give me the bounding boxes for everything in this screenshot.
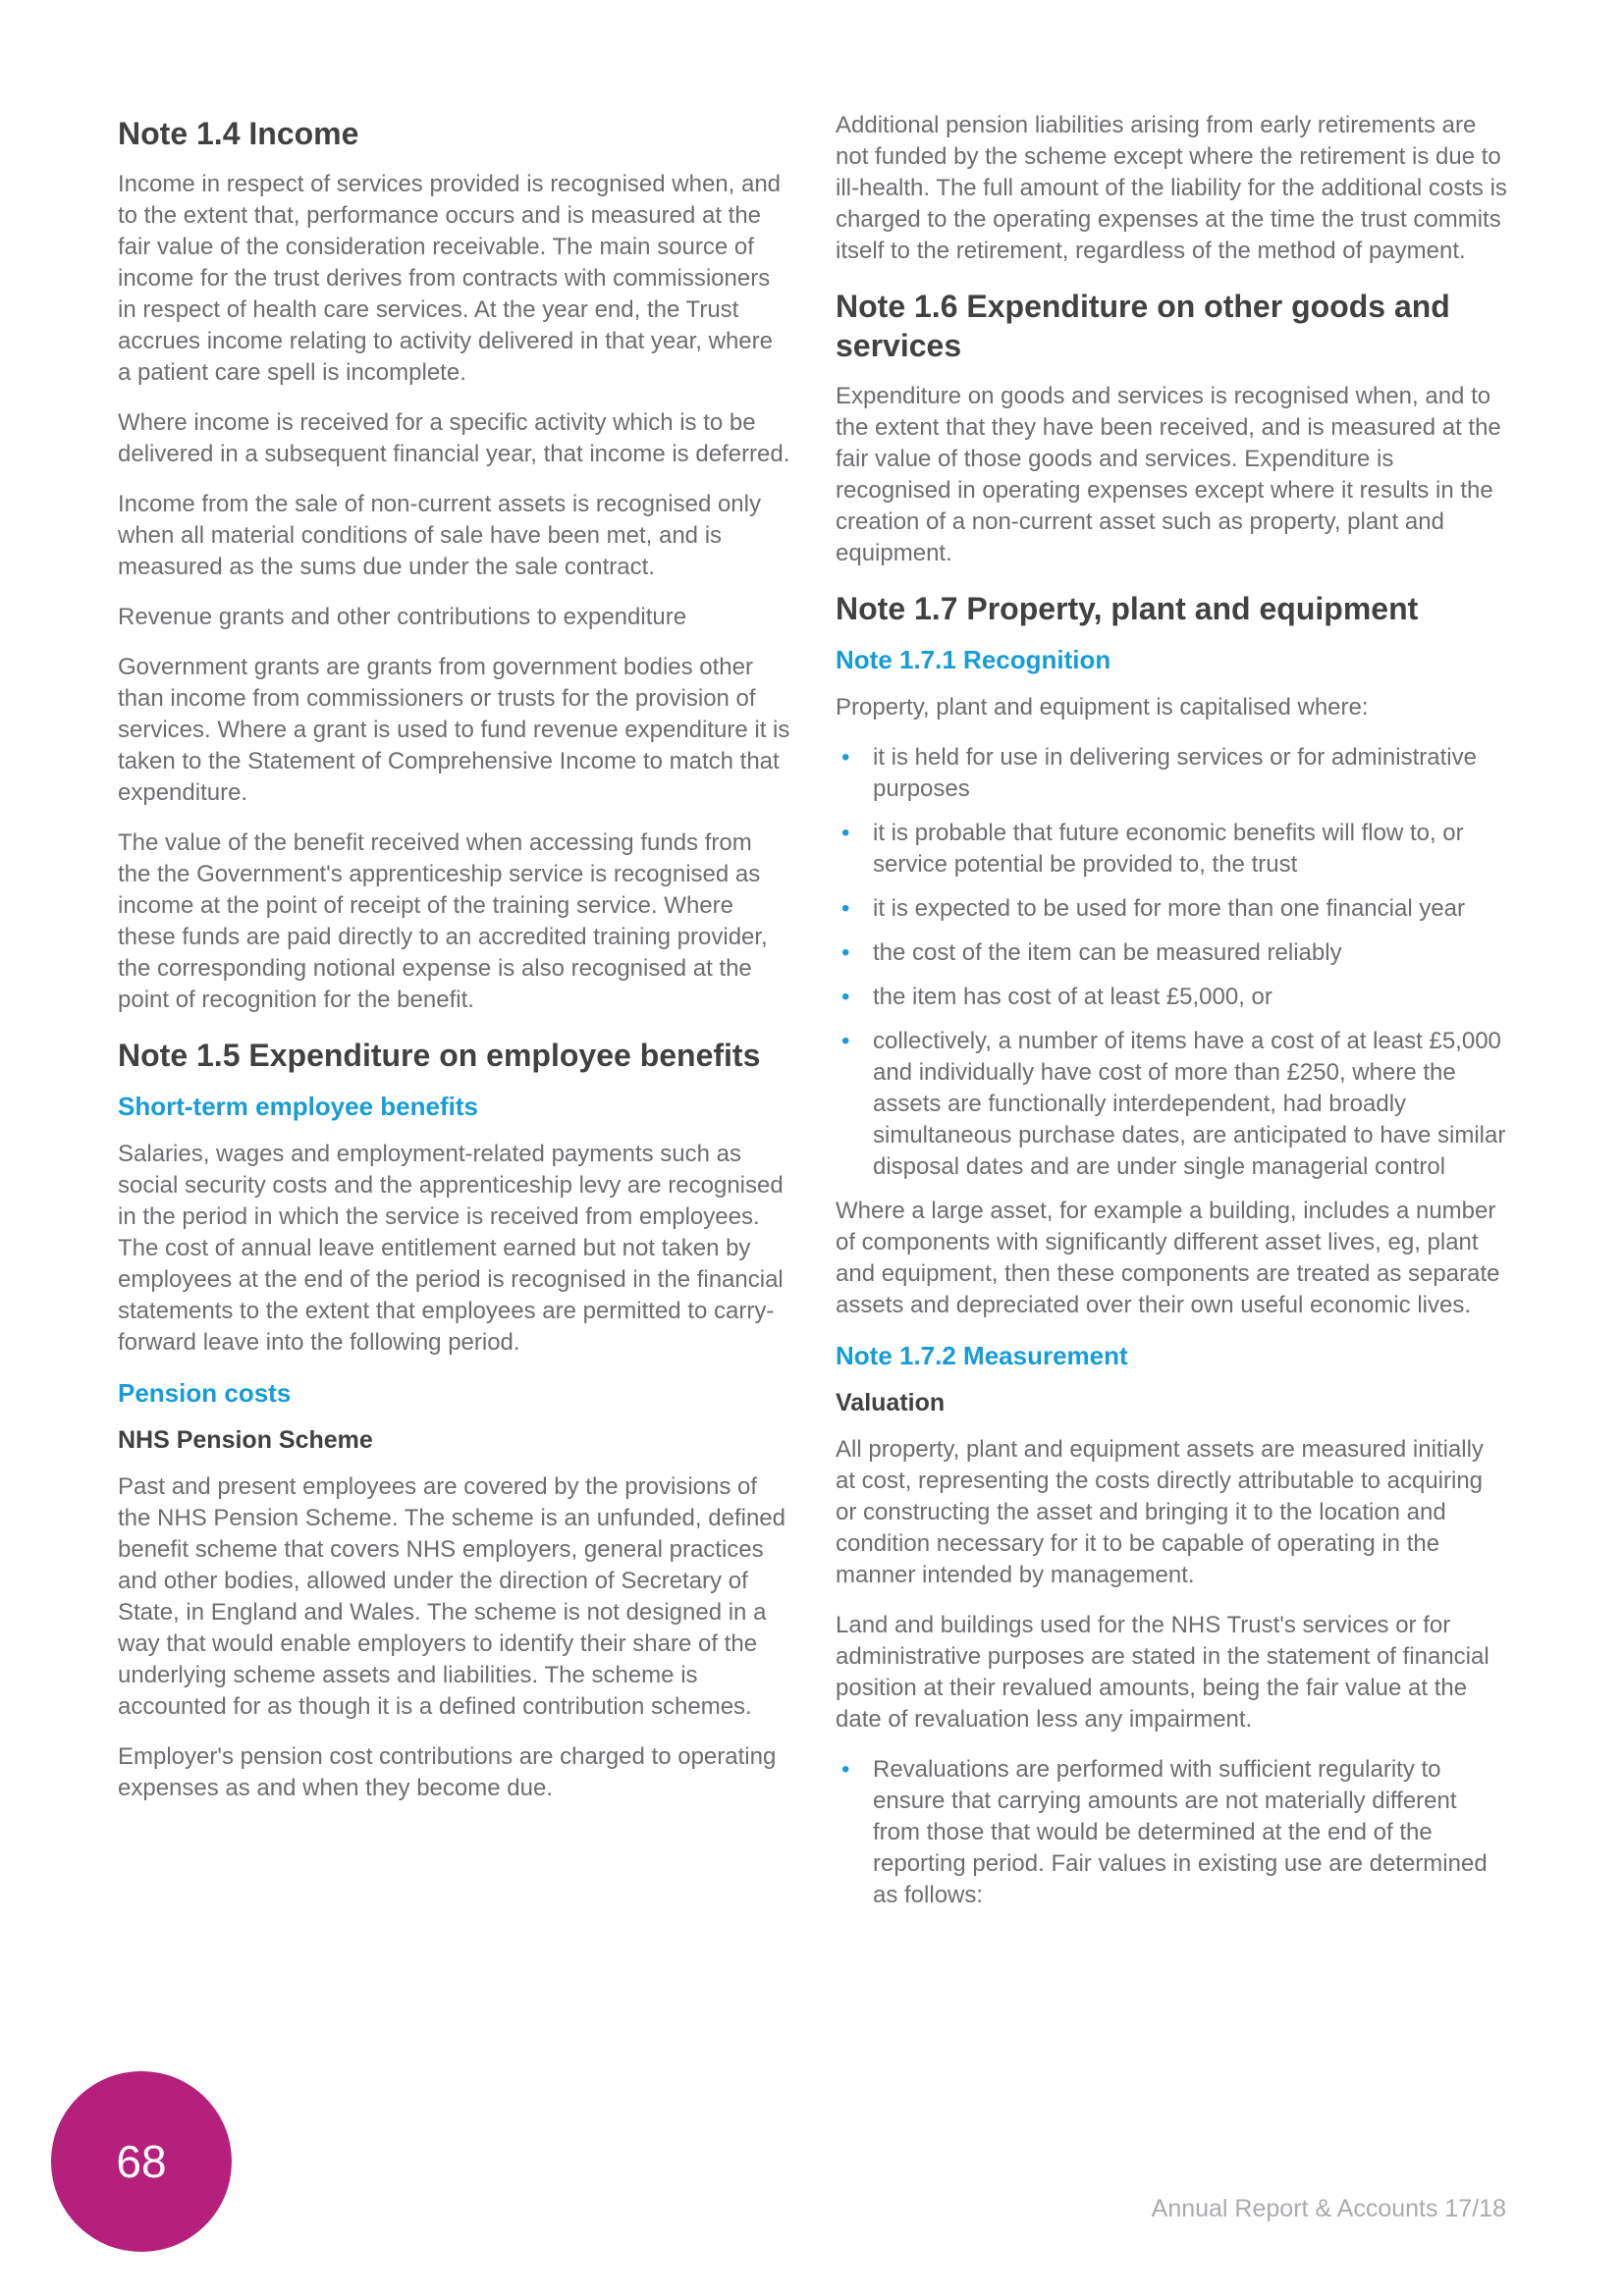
note-1-4-paragraph-1: Income in respect of services provided is recognised when, and to the extent that, performance occurs and is measured at the fair value of the consideration receivable. The main source of income for the trust derives from contracts with commissioners in respect of health care services. At the year end, the Trust accrues income relating to activity delivered in that year, where a patient care spell is incomplete. xyxy=(118,171,782,386)
bullet-text: the cost of the item can be measured reliably xyxy=(873,939,1342,966)
nhs-pension-scheme-subheading: NHS Pension Scheme xyxy=(118,1426,373,1454)
bullet-item xyxy=(836,818,1508,881)
bullet-dot-icon: • xyxy=(841,744,850,771)
note-1-5-heading: Note 1.5 Expenditure on employee benefits xyxy=(118,1038,761,1073)
pension-costs-subheading: Pension costs xyxy=(118,1378,292,1408)
footer-text: Annual Report & Accounts 17/18 xyxy=(1151,2195,1506,2222)
valuation-subheading: Valuation xyxy=(836,1389,946,1416)
bullet-item xyxy=(836,893,1508,925)
bullet-item xyxy=(836,937,1508,969)
bullet-text: the item has cost of at least £5,000, or xyxy=(873,984,1272,1010)
bullet-item xyxy=(836,1026,1508,1183)
note-1-7-2-paragraph-1: All property, plant and equipment assets are measured initially at cost, representing the costs directly attributable to acquiring or constructing the asset and bringing it to the location and condition necessary for it to be capable of operating in the manner intended by management. xyxy=(836,1436,1484,1588)
bullet-text: it is probable that future economic benefits will flow to, or service potential be provided to, the trust xyxy=(873,820,1464,878)
measurement-bullet-list xyxy=(836,1754,1508,1911)
note-1-4-paragraph-5: Government grants are grants from government bodies other than income from commissioners or trusts for the provision of services. Where a grant is used to fund revenue expenditure it is taken to the Statement of Comprehensive Income to match that expenditure. xyxy=(118,654,790,806)
pension-continuation-paragraph: Additional pension liabilities arising from early retirements are not funded by the scheme except where the retirement is due to ill-health. The full amount of the liability for the additional costs is charged to the operating expenses at the time the trust commits itself to the retirement, regardless of the method of payment. xyxy=(836,112,1507,264)
bullet-dot-icon: • xyxy=(841,820,850,846)
bullet-dot-icon: • xyxy=(841,1756,850,1783)
bullet-text: collectively, a number of items have a cost of at least £5,000 and individually have cost of more than £250, where the assets are functionally interdependent, had broadly simultaneous purchase dates, are anticipated to have similar disposal dates and are under single managerial control xyxy=(873,1028,1506,1180)
note-1-5-paragraph-3: Employer's pension cost contributions are charged to operating expenses as and when they become due. xyxy=(118,1743,777,1801)
bullet-dot-icon: • xyxy=(841,1028,850,1054)
recognition-bullet-list xyxy=(836,742,1508,1183)
bullet-item xyxy=(836,742,1508,805)
note-1-5-paragraph-1: Salaries, wages and employment-related payments such as social security costs and the apprenticeship levy are recognised in the period in which the service is received from employees. The cost of annual leave entitlement earned but not taken by employees at the end of the period is recognised in the financial statements to the extent that employees are permitted to carry-forward leave into the following period. xyxy=(118,1141,784,1356)
page-number-badge xyxy=(51,2071,232,2252)
note-1-4-paragraph-6: The value of the benefit received when accessing funds from the the Government's apprenticeship service is recognised as income at the point of receipt of the training service. Where these funds are paid directly to an accredited training provider, the corresponding notional expense is also recognised at the point of recognition for the benefit. xyxy=(118,829,768,1013)
note-1-7-1-paragraph-2: Where a large asset, for example a building, includes a number of components with significantly different asset lives, eg, plant and equipment, then these components are treated as separate assets and depreciated over their own useful economic lives. xyxy=(836,1198,1500,1318)
note-1-7-2-paragraph-2: Land and buildings used for the NHS Trust's services or for administrative purposes are stated in the statement of financial position at their revalued amounts, being the fair value at the date of revaluation less any impairment. xyxy=(836,1612,1489,1733)
note-1-7-heading: Note 1.7 Property, plant and equipment xyxy=(836,591,1419,626)
page-number: 68 xyxy=(116,2136,167,2187)
right-column xyxy=(836,110,1508,1924)
bullet-dot-icon: • xyxy=(841,984,850,1010)
bullet-text: it is expected to be used for more than one financial year xyxy=(873,895,1466,922)
note-1-7-1-paragraph-1: Property, plant and equipment is capitalised where: xyxy=(836,694,1369,721)
bullet-item xyxy=(836,982,1508,1013)
bullet-text: it is held for use in delivering services or for administrative purposes xyxy=(873,744,1477,802)
note-1-4-paragraph-2: Where income is received for a specific activity which is to be delivered in a subsequent financial year, that income is deferred. xyxy=(118,409,790,467)
note-1-6-heading: Note 1.6 Expenditure on other goods and services xyxy=(836,289,1450,363)
note-1-4-heading: Note 1.4 Income xyxy=(118,116,359,151)
note-1-4-paragraph-4: Revenue grants and other contributions to expenditure xyxy=(118,604,687,630)
note-1-6-paragraph-1: Expenditure on goods and services is recognised when, and to the extent that they have been received, and is measured at the fair value of those goods and services. Expenditure is recognised in operating expenses except where it results in the creation of a non-current asset such as property, plant and equipment. xyxy=(836,383,1501,566)
bullet-dot-icon: • xyxy=(841,939,850,966)
note-1-7-1-subheading: Note 1.7.1 Recognition xyxy=(836,645,1111,674)
bullet-dot-icon: • xyxy=(841,895,850,922)
bullet-text: Revaluations are performed with sufficient regularity to ensure that carrying amounts are not materially different from those that would be determined at the end of the reporting period. Fair values in existing use are determined as follows: xyxy=(873,1756,1488,1908)
note-1-5-paragraph-2: Past and present employees are covered by the provisions of the NHS Pension Scheme. The scheme is an unfunded, defined benefit scheme that covers NHS employers, general practices and other bodies, allowed under the direction of Secretary of State, in England and Wales. The scheme is not designed in a way that would enable employers to identify their share of the underlying scheme assets and liabilities. The scheme is accounted for as though it is a defined contribution schemes. xyxy=(118,1473,785,1720)
note-1-4-paragraph-3: Income from the sale of non-current assets is recognised only when all material conditions of sale have been met, and is measured as the sums due under the sale contract. xyxy=(118,491,761,580)
left-column xyxy=(118,110,790,1924)
bullet-item xyxy=(836,1754,1508,1911)
note-1-7-2-subheading: Note 1.7.2 Measurement xyxy=(836,1341,1128,1370)
short-term-benefits-subheading: Short-term employee benefits xyxy=(118,1092,478,1121)
